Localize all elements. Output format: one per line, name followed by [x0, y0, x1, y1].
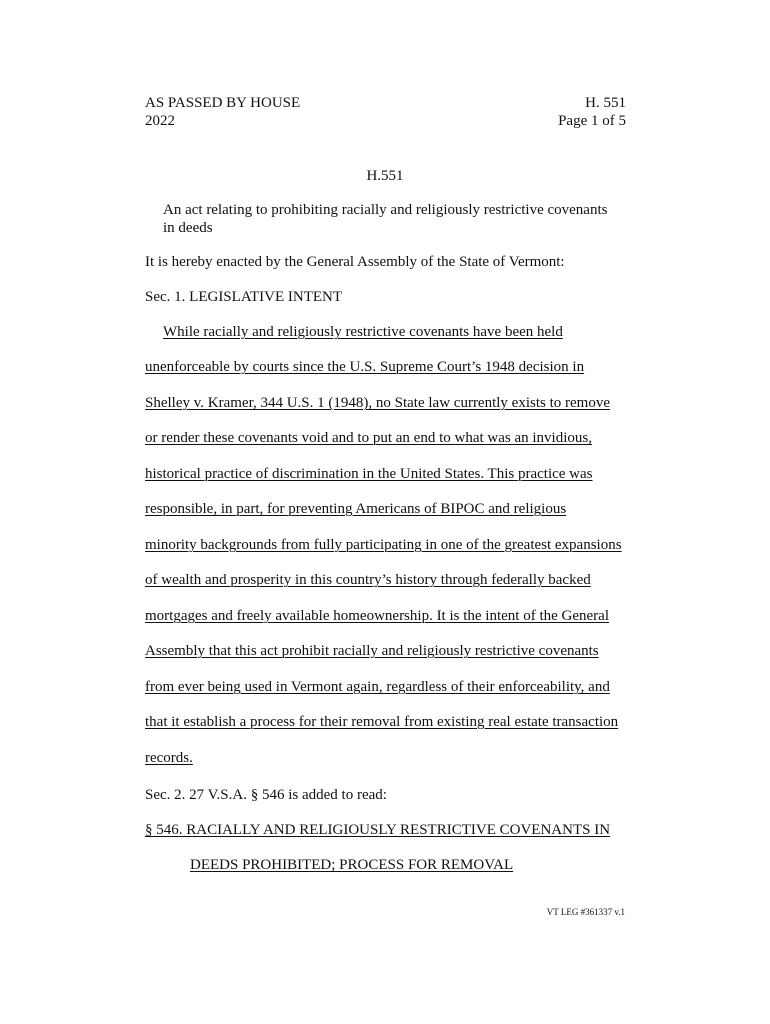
section-546-heading-line-2: DEEDS PROHIBITED; PROCESS FOR REMOVAL [190, 857, 514, 873]
section-1-heading: Sec. 1. LEGISLATIVE INTENT [145, 289, 343, 305]
act-title-line-2: in deeds [163, 220, 213, 236]
intent-line: mortgages and freely available homeownership. It is the intent of the General [145, 608, 610, 624]
section-2-heading: Sec. 2. 27 V.S.A. § 546 is added to read: [145, 787, 387, 803]
section-546-heading-line-1: § 546. RACIALLY AND RELIGIOUSLY RESTRICTIVE COVENANTS IN [145, 822, 611, 838]
intent-line: from ever being used in Vermont again, regardless of their enforceability, and [145, 679, 610, 695]
intent-line: While racially and religiously restrictive covenants have been held [163, 324, 563, 340]
intent-line: Shelley v. Kramer, 344 U.S. 1 (1948), no State law currently exists to remove [145, 395, 610, 411]
header-status: AS PASSED BY HOUSE [145, 95, 301, 111]
bill-number-title: H.551 [366, 168, 404, 184]
intent-line: records. [145, 750, 193, 766]
header-page-number: Page 1 of 5 [558, 113, 626, 129]
intent-line: responsible, in part, for preventing Americans of BIPOC and religious [145, 501, 567, 517]
intent-line: minority backgrounds from fully participating in one of the greatest expansions [145, 537, 622, 553]
header-bill-number: H. 551 [585, 95, 626, 111]
document-footer-id: VT LEG #361337 v.1 [546, 907, 625, 917]
intent-line: or render these covenants void and to put an end to what was an invidious, [145, 430, 592, 446]
intent-line: historical practice of discrimination in the United States. This practice was [145, 466, 593, 482]
intent-line: that it establish a process for their removal from existing real estate transaction [145, 714, 619, 730]
intent-line: Assembly that this act prohibit racially and religiously restrictive covenants [145, 643, 599, 659]
header-year: 2022 [145, 113, 175, 129]
intent-line: of wealth and prosperity in this country’s history through federally backed [145, 572, 591, 588]
act-title-line-1: An act relating to prohibiting racially and religiously restrictive covenants [163, 202, 608, 218]
enacting-clause: It is hereby enacted by the General Assembly of the State of Vermont: [145, 254, 565, 270]
intent-line: unenforceable by courts since the U.S. Supreme Court’s 1948 decision in [145, 359, 585, 375]
